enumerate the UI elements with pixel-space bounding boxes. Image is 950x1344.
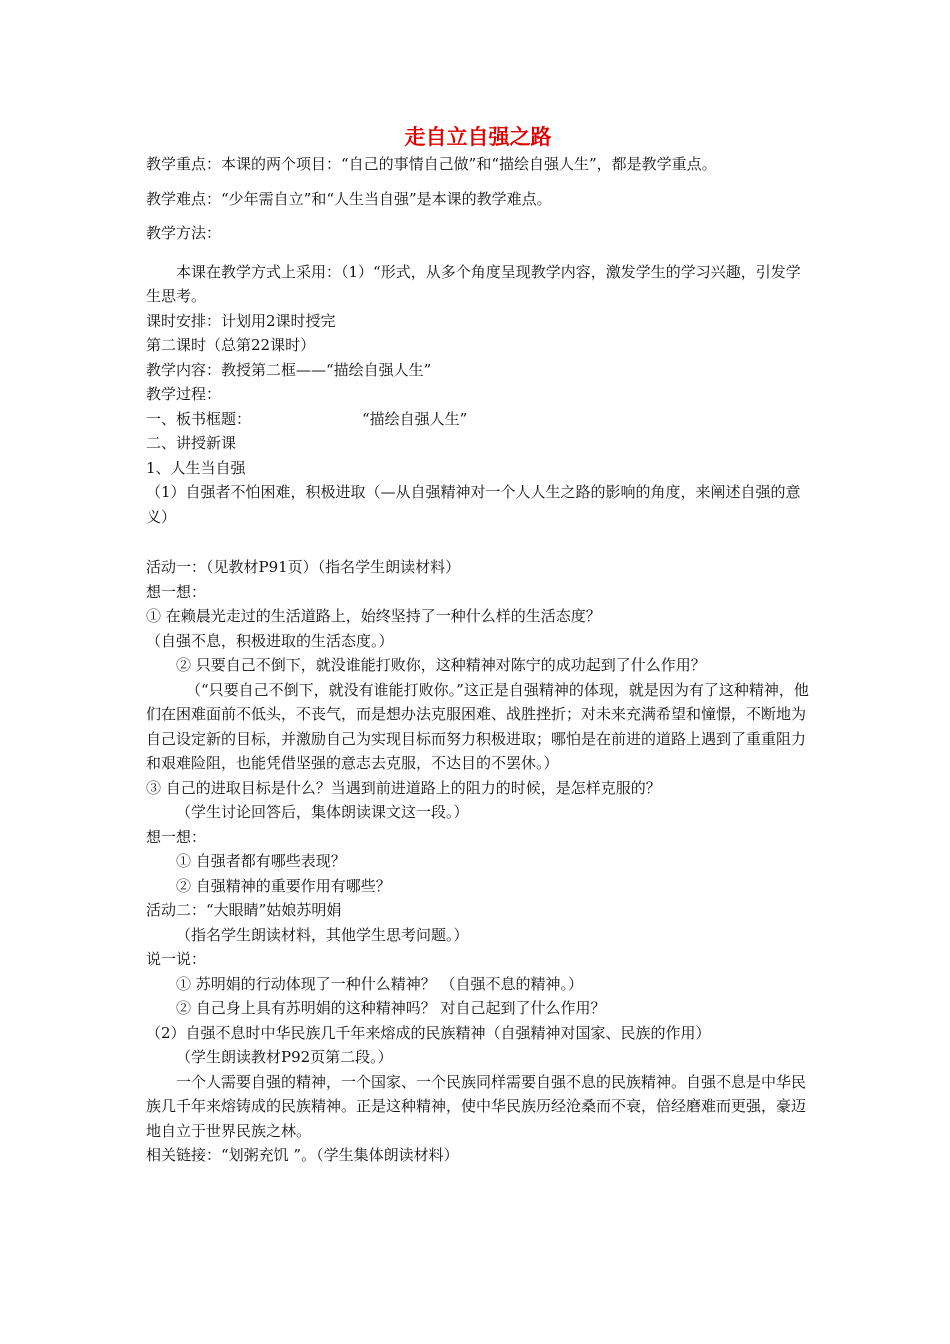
teaching-difficulty: 教学难点：“少年需自立”和“人生当自强”是本课的教学难点。: [146, 189, 552, 208]
question-2: ② 只要自己不倒下，就没谁能打败你，这种精神对陈宁的成功起到了什么作用？: [176, 656, 706, 674]
teaching-method-text: 本课在教学方式上采用：（1）“形式，从多个角度呈现教学内容，激发学生的学习兴趣，引发学生思考。: [146, 262, 801, 305]
section-heading: 二、讲授新课: [146, 434, 237, 452]
question-3: ③ 自己的进取目标是什么？当遇到前进道路上的阻力的时候，是怎样克服的？: [146, 778, 661, 797]
point-one: （1）自强者不怕困难，积极进取（—从自强精神对一个人人生之路的影响的角度，来阐述自强的意义）: [146, 483, 801, 526]
activity-two: 活动二：“大眼睛”姑娘苏明娟: [146, 901, 342, 919]
say-item-1: ① 苏明娟的行动体现了一种什么精神？ （自强不息的精神。）: [176, 974, 584, 993]
teaching-content: 教学内容：教授第二框——“描绘自强人生”: [146, 360, 432, 379]
say-heading: 说一说：: [146, 950, 207, 968]
answer-1: （自强不息，积极进取的生活态度。）: [146, 631, 394, 650]
say-item-2: ② 自己身上具有苏明娟的这种精神吗？ 对自己起到了什么作用？: [176, 999, 606, 1017]
blackboard-title-line: [146, 407, 810, 432]
document-title: 走自立自强之路: [404, 125, 552, 149]
think-heading-1: 想一想：: [146, 582, 207, 601]
question-1: ① 在赖晨光走过的生活道路上，始终坚持了一种什么样的生活态度？: [146, 607, 601, 625]
blackboard-label: 一、板书框题：: [146, 409, 252, 428]
blackboard-title: “描绘自强人生”: [362, 409, 468, 428]
subsection-heading: 1、人生当自强: [146, 458, 246, 477]
answer-2: （“只要自己不倒下，就没有谁能打败你。”这正是自强精神的体现，就是因为有了这种精神，他们在困难面前不低头，不丧气，而是想办法克服困难、战胜挫折；对未来充满希望和憧憬，不断地为自己设定新的目标，并激励自己为实现目标而努力积极进取；哪怕是在前进的道路上遇到了重重阻力和艰难险阻，也能凭借坚强的意志去克服，不达目的不罢休。）: [146, 680, 809, 772]
think-item-1: ① 自强者都有哪些表现？: [176, 852, 346, 870]
document-page: [146, 122, 810, 1168]
think-item-2: ② 自强精神的重要作用有哪些？: [176, 876, 391, 895]
related-link: 相关链接：“划粥充饥 ”。（学生集体朗读材料）: [146, 1146, 459, 1164]
activity-one: 活动一：（见教材P91页）（指名学生朗读材料）: [146, 558, 461, 576]
schedule-line: 课时安排：计划用2课时授完: [146, 311, 336, 330]
teaching-process-heading: 教学过程：: [146, 385, 222, 403]
point-two-note: （学生朗读教材P92页第二段。）: [176, 1048, 393, 1066]
teaching-method-heading: 教学方法：: [146, 224, 222, 242]
answer-3: （学生讨论回答后，集体朗读课文这一段。）: [176, 803, 469, 821]
lesson-number: 第二课时（总第22课时）: [146, 336, 316, 354]
teaching-focus: 教学重点：本课的两个项目：“自己的事情自己做”和“描绘自强人生”，都是教学重点。: [146, 155, 717, 173]
point-two: （2）自强不息时中华民族几千年来熔成的民族精神（自强精神对国家、民族的作用）: [146, 1023, 711, 1042]
activity-two-note: （指名学生朗读材料，其他学生思考问题。）: [176, 925, 469, 944]
national-spirit-paragraph: 一个人需要自强的精神，一个国家、一个民族同样需要自强不息的民族精神。自强不息是中华民族几千年来熔铸成的民族精神。正是这种精神，使中华民族历经沧桑而不衰，倍经磨难而更强，豪迈地自立于世界民族之林。: [146, 1072, 807, 1140]
think-heading-2: 想一想：: [146, 827, 207, 846]
